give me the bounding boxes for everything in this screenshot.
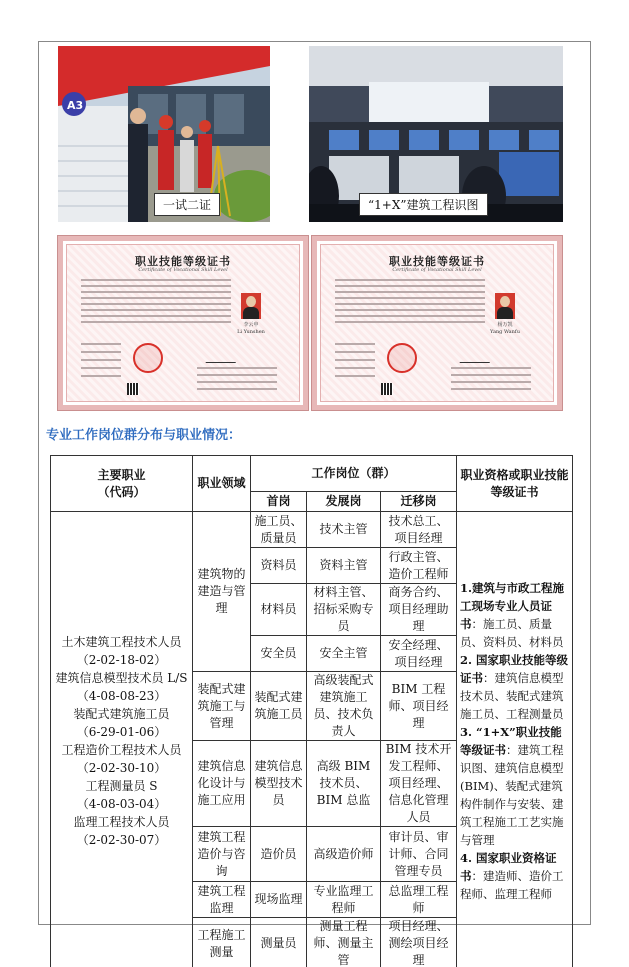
certificate-subtitle: Certificate of Vocational Skill Level bbox=[392, 267, 482, 273]
first-post-cell: 安全员 bbox=[251, 636, 307, 672]
section-heading: 专业工作岗位群分布与职业情况： bbox=[46, 428, 242, 443]
certificate-holder-name bbox=[485, 322, 525, 336]
development-post-cell: 专业监理工程师 bbox=[307, 882, 381, 918]
header-field: 职业领域 bbox=[193, 456, 251, 512]
first-post-cell: 建筑信息模型技术员 bbox=[251, 741, 307, 827]
transfer-post-cell: 审计员、审计师、合同管理专员 bbox=[381, 827, 457, 882]
first-post-cell: 现场监理 bbox=[251, 882, 307, 918]
header-development-post: 发展岗 bbox=[307, 492, 381, 512]
first-post-cell: 施工员、质量员 bbox=[251, 512, 307, 548]
occupations-cell bbox=[51, 512, 193, 967]
certificate-label: 4. 国家职业资格证书 bbox=[460, 850, 557, 883]
first-post-cell: 材料员 bbox=[251, 584, 307, 636]
first-post-cell: 资料员 bbox=[251, 548, 307, 584]
certificate-label: 3. “1+X”职业技能等级证书 bbox=[460, 724, 562, 757]
development-post-cell: 高级造价师 bbox=[307, 827, 381, 882]
certificate-image-right bbox=[312, 236, 562, 410]
transfer-post-cell: 项目经理、测绘项目经理 bbox=[381, 918, 457, 967]
signature-mark bbox=[206, 355, 239, 363]
transfer-post-cell: 安全经理、项目经理 bbox=[381, 636, 457, 672]
header-certificate: 职业资格或职业技能等级证书 bbox=[457, 456, 573, 512]
development-post-cell: 高级装配式建筑施工员、技术负责人 bbox=[307, 672, 381, 741]
development-post-cell: 测量工程师、测量主管 bbox=[307, 918, 381, 967]
occupation-item: 监理工程技术人员 bbox=[73, 814, 170, 829]
first-post-cell: 装配式建筑施工员 bbox=[251, 672, 307, 741]
holder-name-cn: 杨万凯 bbox=[497, 322, 513, 328]
certificate-subtitle: Certificate of Vocational Skill Level bbox=[138, 267, 228, 273]
qr-code-icon bbox=[381, 383, 393, 395]
occupation-code: （2-02-30-07） bbox=[76, 832, 167, 847]
transfer-post-cell: 总监理工程师 bbox=[381, 882, 457, 918]
field-cell: 建筑工程造价与咨询 bbox=[193, 827, 251, 882]
occupation-code: （6-29-01-06） bbox=[76, 724, 167, 739]
occupation-item: 土木建筑工程技术人员 bbox=[61, 634, 182, 649]
signature-mark bbox=[460, 355, 493, 363]
occupation-code: （4-08-08-23） bbox=[76, 688, 167, 703]
holder-name-en: Yang Wanfu bbox=[490, 329, 520, 335]
certificate-portrait bbox=[241, 293, 261, 319]
occupation-item: 建筑信息模型技术员 L/S bbox=[55, 670, 188, 685]
field-cell: 装配式建筑施工与管理 bbox=[193, 672, 251, 741]
development-post-cell: 高级 BIM 技术员、BIM 总监 bbox=[307, 741, 381, 827]
header-first-post: 首岗 bbox=[251, 492, 307, 512]
occupation-item: 工程测量员 S bbox=[85, 778, 158, 793]
certificate-text: ：施工员、质量员、资料员、材料员 bbox=[460, 616, 564, 649]
certificate-title: 职业技能等级证书 bbox=[389, 255, 485, 268]
header-occupation-sub: （代码） bbox=[97, 484, 146, 499]
field-cell: 建筑信息化设计与施工应用 bbox=[193, 741, 251, 827]
transfer-post-cell: 行政主管、造价工程师 bbox=[381, 548, 457, 584]
first-post-cell: 测量员 bbox=[251, 918, 307, 967]
header-transfer-post: 迁移岗 bbox=[381, 492, 457, 512]
qr-code-icon bbox=[127, 383, 139, 395]
holder-name-en: Li Yunshen bbox=[237, 329, 265, 335]
development-post-cell: 材料主管、招标采购专员 bbox=[307, 584, 381, 636]
development-post-cell: 资料主管 bbox=[307, 548, 381, 584]
certificate-item bbox=[460, 651, 569, 723]
red-seal-icon bbox=[133, 343, 163, 373]
certificates-cell bbox=[457, 512, 573, 967]
certificate-label: 1.建筑与市政工程施工现场专业人员证书 bbox=[460, 580, 565, 631]
photo-left-caption: 一试二证 bbox=[154, 193, 220, 216]
certificate-title: 职业技能等级证书 bbox=[135, 255, 231, 268]
occupation-item: 装配式建筑施工员 bbox=[73, 706, 170, 721]
occupation-code: （2-02-30-10） bbox=[76, 760, 167, 775]
transfer-post-cell: 商务合约、项目经理助理 bbox=[381, 584, 457, 636]
certificate-holder-name bbox=[231, 322, 271, 336]
field-cell: 建筑工程监理 bbox=[193, 882, 251, 918]
occupation-code: （4-08-03-04） bbox=[76, 796, 167, 811]
development-post-cell: 安全主管 bbox=[307, 636, 381, 672]
photo-outdoor-training bbox=[58, 46, 270, 222]
header-positions: 工作岗位（群） bbox=[251, 456, 457, 492]
red-seal-icon bbox=[387, 343, 417, 373]
photo-badge: A3 bbox=[67, 99, 84, 112]
photo-computer-lab bbox=[309, 46, 563, 222]
field-cell: 建筑物的建造与管理 bbox=[193, 512, 251, 672]
transfer-post-cell: BIM 工程师、项目经理 bbox=[381, 672, 457, 741]
field-cell: 工程施工测量 bbox=[193, 918, 251, 967]
transfer-post-cell: BIM 技术开发工程师、项目经理、信息化管理人员 bbox=[381, 741, 457, 827]
occupation-code: （2-02-18-02） bbox=[76, 652, 167, 667]
certificate-image-left bbox=[58, 236, 308, 410]
transfer-post-cell: 技术总工、项目经理 bbox=[381, 512, 457, 548]
certificate-portrait bbox=[495, 293, 515, 319]
photo-right-caption: “1+X”建筑工程识图 bbox=[359, 193, 488, 216]
certificate-text: ：建筑工程识图、建筑信息模型(BIM)、装配式建筑构件制作与安装、建筑工程施工工艺实施与管理 bbox=[460, 742, 564, 847]
development-post-cell: 技术主管 bbox=[307, 512, 381, 548]
first-post-cell: 造价员 bbox=[251, 827, 307, 882]
certificate-label: 2. 国家职业技能等级证书 bbox=[460, 652, 569, 685]
occupation-table bbox=[50, 455, 573, 967]
certificate-text: ：建筑信息模型技术员、装配式建筑施工员、工程测量员 bbox=[460, 670, 564, 721]
header-occupation-label: 主要职业 bbox=[97, 467, 146, 482]
header-occupation bbox=[51, 456, 193, 512]
occupation-item: 工程造价工程技术人员 bbox=[61, 742, 182, 757]
certificate-text: ：建造师、造价工程师、监理工程师 bbox=[460, 868, 564, 901]
holder-name-cn: 李云申 bbox=[243, 322, 259, 328]
certificate-item bbox=[460, 579, 569, 651]
certificate-item bbox=[460, 723, 569, 849]
certificate-item bbox=[460, 849, 569, 903]
